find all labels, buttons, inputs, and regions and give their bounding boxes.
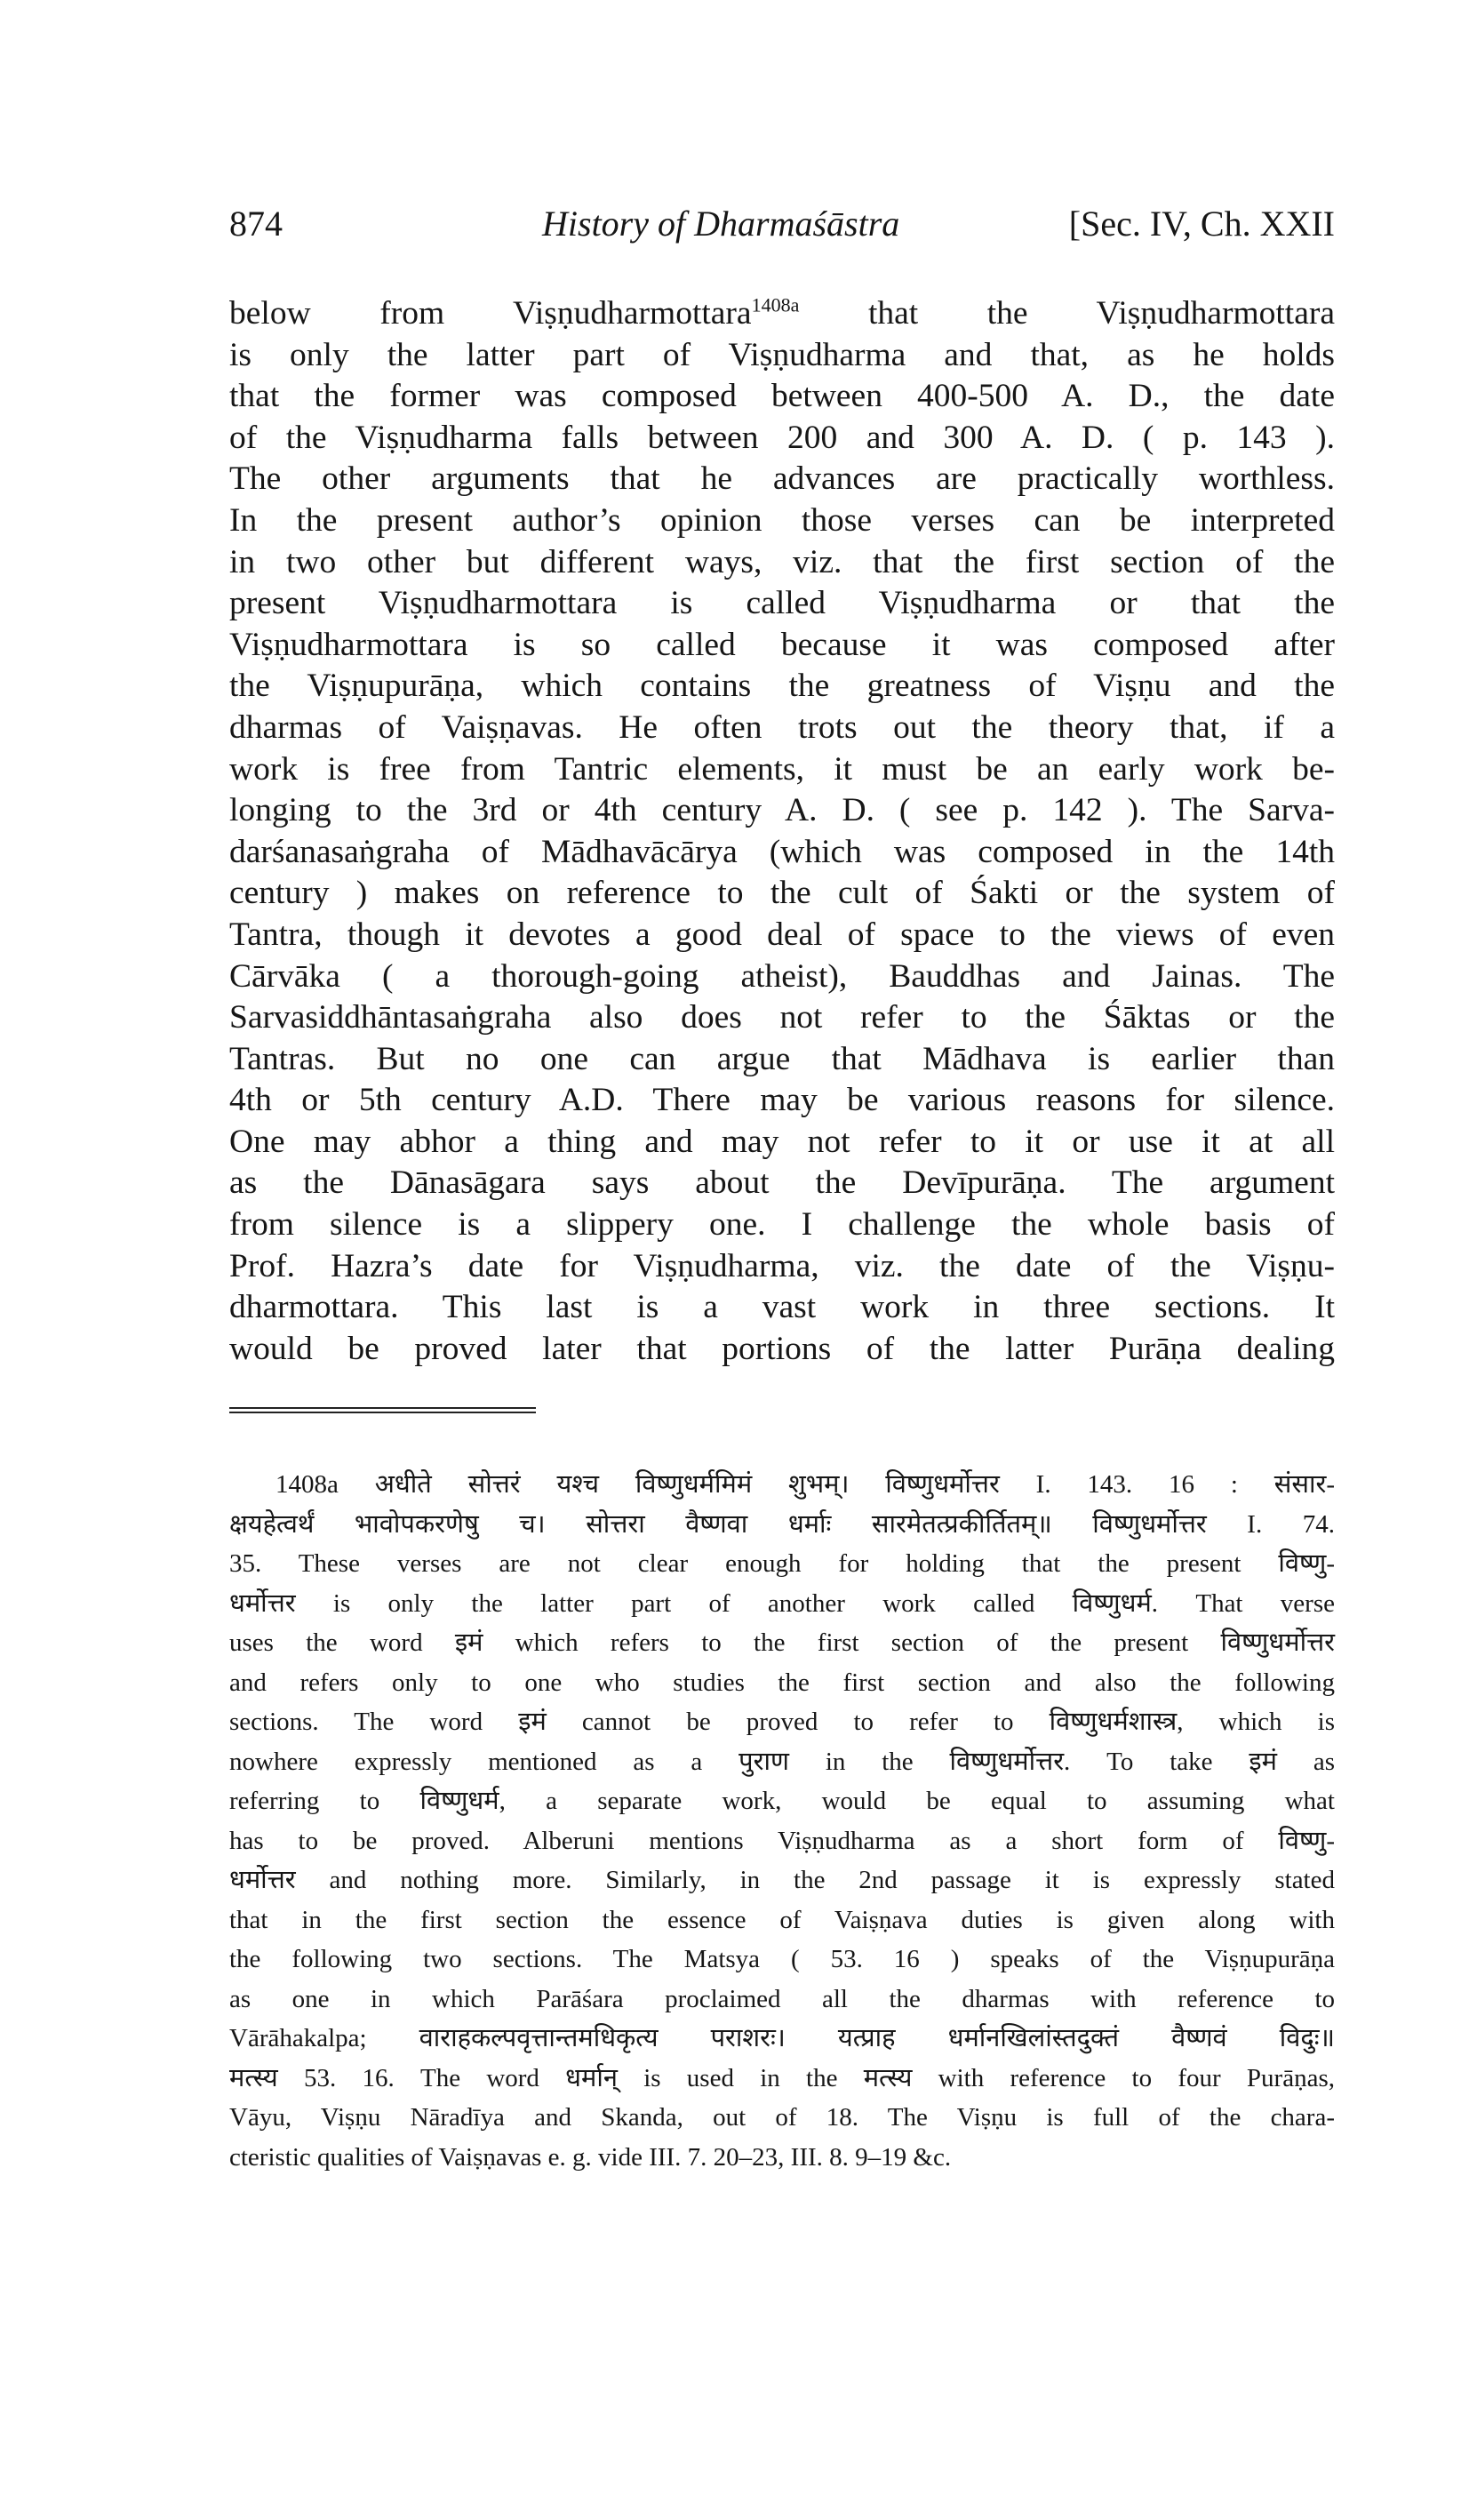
footnote-line: 1408a अधीते सोत्तरं यश्च विष्णुधर्ममिमं शुभम्। विष्णुधर्मोत्तर I. 143. 16 : संसार- — [275, 1470, 1335, 1500]
body-line: work is free from Tantric elements, it must be an early work be- — [229, 750, 1335, 788]
body-line: present Viṣṇudharmottara is called Viṣṇudharma or that the — [229, 585, 1335, 622]
body-line: 4th or 5th century A.D. There may be various reasons for silence. — [229, 1082, 1335, 1119]
body-line: century ) makes on reference to the cult of Śakti or the system of — [229, 875, 1335, 912]
footnote-line: uses the word इमं which refers to the first section of the present विष्णुधर्मोत्तर — [229, 1628, 1335, 1658]
body-line: In the present author’s opinion those verses can be interpreted — [229, 501, 1335, 539]
footnote-line: as one in which Parāśara proclaimed all the dharmas with reference to — [229, 1984, 1335, 2013]
body-line: The other arguments that he advances are practically worthless. — [229, 460, 1335, 498]
body-text — [229, 293, 1335, 1370]
footnote-line: मत्स्य 53. 16. The word धर्मान् is used in the मत्स्य with reference to four Purāṇas, — [229, 2063, 1335, 2092]
body-line: dharmottara. This last is a vast work in three sections. It — [229, 1289, 1335, 1326]
footnote — [229, 1465, 1335, 2177]
body-line: Sarvasiddhāntasaṅgraha also does not refer to the Śāktas or the — [229, 999, 1335, 1036]
footnote-line: referring to विष्णुधर्म, a separate work, would be equal to assuming what — [229, 1787, 1335, 1816]
body-line: One may abhor a thing and may not refer to it or use it at all — [229, 1123, 1335, 1160]
document-page — [229, 203, 1335, 2177]
body-line: from silence is a slippery one. I challenge the whole basis of — [229, 1206, 1335, 1244]
body-line: of the Viṣṇudharma falls between 200 and 300 A. D. ( p. 143 ). — [229, 419, 1335, 456]
footnote-marker: 1408a — [751, 293, 800, 316]
page-number: 874 — [229, 204, 283, 244]
body-line: below from Viṣṇudharmottara$^{1408a}$ that the Viṣṇudharmottara — [229, 293, 1336, 332]
running-header — [229, 203, 1335, 251]
footnote-line: cteristic qualities of Vaiṣṇavas e. g. vide III. 7. 20–23, III. 8. 9–19 &c. — [229, 2142, 952, 2172]
body-line: Tantra, though it devotes a good deal of space to the views of even — [229, 916, 1335, 953]
footnote-line: धर्मोत्तर is only the latter part of another work called विष्णुधर्म. That verse — [229, 1588, 1335, 1618]
footnote-line: nowhere expressly mentioned as a पुराण in the विष्णुधर्मोत्तर. To take इमं as — [229, 1747, 1335, 1776]
footnote-line: and refers only to one who studies the first section and also the following — [229, 1668, 1335, 1697]
body-line: dharmas of Vaiṣṇavas. He often trots out the theory that, if a — [229, 708, 1335, 746]
section-reference: [Sec. IV, Ch. XXII — [1068, 204, 1335, 244]
body-line: in two other but different ways, viz. that the first section of the — [229, 543, 1335, 580]
footnote-line: Vāyu, Viṣṇu Nāradīya and Skanda, out of 18. The Viṣṇu is full of the chara- — [229, 2103, 1335, 2132]
body-line: that the former was composed between 400-500 A. D., the date — [229, 378, 1335, 415]
body-line: darśanasaṅgraha of Mādhavācārya (which was composed in the 14th — [229, 833, 1335, 870]
running-title: History of Dharmaśāstra — [542, 204, 900, 244]
footnote-line: that in the first section the essence of Vaiṣṇava duties is given along with — [229, 1905, 1335, 1934]
body-line: Viṣṇudharmottara is so called because it was composed after — [229, 626, 1335, 663]
footnote-line: 35. These verses are not clear enough for holding that the present विष्णु- — [229, 1549, 1335, 1579]
footnote-line: sections. The word इमं cannot be proved to refer to विष्णुधर्मशास्त्र, which is — [229, 1708, 1335, 1737]
body-line: Prof. Hazra’s date for Viṣṇudharma, viz. the date of the Viṣṇu- — [229, 1247, 1335, 1284]
body-line: longing to the 3rd or 4th century A. D. ( see p. 142 ). The Sarva- — [229, 792, 1335, 829]
footnote-line: has to be proved. Alberuni mentions Viṣṇudharma as a short form of विष्णु- — [229, 1826, 1335, 1855]
footnote-separator — [229, 1407, 536, 1413]
body-line: Cārvāka ( a thorough-going atheist), Bauddhas and Jainas. The — [229, 957, 1335, 995]
body-line: would be proved later that portions of the latter Purāṇa dealing — [229, 1330, 1335, 1367]
footnote-line: धर्मोत्तर and nothing more. Similarly, in the 2nd passage it is expressly stated — [229, 1866, 1335, 1895]
body-line: as the Dānasāgara says about the Devīpurāṇa. The argument — [229, 1164, 1335, 1202]
body-line: Tantras. But no one can argue that Mādhava is earlier than — [229, 1040, 1335, 1077]
footnote-line: क्षयहेत्वर्थं भावोपकरणेषु च। सोत्तरा वैष्णवा धर्माः सारमेतत्प्रकीर्तितम्॥ विष्णुधर्मोत्तर I. 74. — [229, 1509, 1335, 1539]
footnote-line: the following two sections. The Matsya ( 53. 16 ) speaks of the Viṣṇupurāṇa — [229, 1945, 1335, 1974]
footnote-line: Vārāhakalpa; वाराहकल्पवृत्तान्तमधिकृत्य पराशरः। यत्प्राह धर्मानखिलांस्तदुक्तं वैष्णवं विदुः॥ — [229, 2024, 1335, 2053]
body-line: the Viṣṇupurāṇa, which contains the greatness of Viṣṇu and the — [229, 668, 1335, 705]
body-line: is only the latter part of Viṣṇudharma and that, as he holds — [229, 336, 1335, 373]
